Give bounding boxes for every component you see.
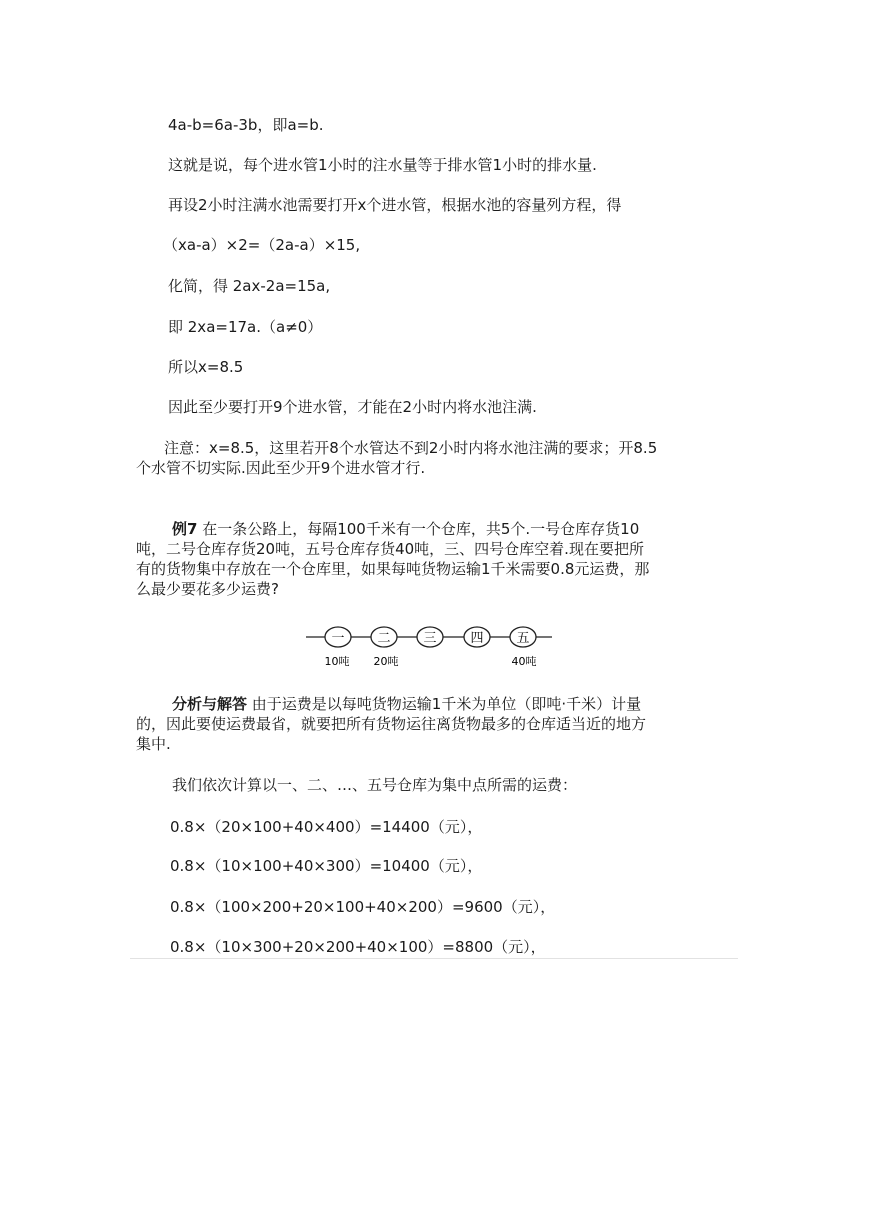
analysis-text: 由于运费是以每吨货物运输1千米为单位（即吨·千米）计量 [247,695,642,713]
warehouse-node [464,627,490,647]
equation-line: 4a-b=6a-3b，即a=b. [168,116,324,134]
note-line: 注意：x=8.5，这里若开8个水管达不到2小时内将水池注满的要求；开8.5 [164,439,658,457]
warehouse-node [371,627,397,647]
note-line: 个水管不切实际.因此至少开9个进水管才行. [136,459,426,477]
example-text: 有的货物集中存放在一个仓库里，如果每吨货物运输1千米需要0.8元运费，那 [136,560,650,578]
text-line: 再设2小时注满水池需要打开x个进水管，根据水池的容量列方程，得 [168,196,622,214]
text-line: 这就是说，每个进水管1小时的注水量等于排水管1小时的排水量. [168,156,597,174]
node-label: 一 [331,631,345,646]
equation-line: （xa-a）×2=（2a-a）×15, [163,236,361,254]
tonnage-label: 10吨 [324,655,350,668]
warehouse-node [510,627,536,647]
calc-intro: 我们依次计算以一、二、…、五号仓库为集中点所需的运费： [172,776,578,794]
warehouse-diagram [300,622,560,672]
node-label: 二 [377,631,391,646]
calc-line: 0.8×（20×100+40×400）=14400（元）， [170,818,483,836]
equation-line: 所以x=8.5 [168,358,244,376]
example-label: 例7 [172,520,198,538]
calc-line: 0.8×（10×300+20×200+40×100）=8800（元）， [170,938,546,956]
node-label: 五 [516,631,530,646]
analysis-text: 集中. [136,735,171,753]
analysis-text: 的，因此要使运费最省，就要把所有货物运往离货物最多的仓库适当近的地方 [136,715,647,733]
note-paragraph [136,438,657,478]
warehouse-node [325,627,351,647]
warehouse-node [417,627,443,647]
tonnage-label: 40吨 [511,655,537,668]
example-text: 吨，二号仓库存货20吨，五号仓库存货40吨，三、四号仓库空着.现在要把所 [136,540,644,558]
page-divider [130,958,738,959]
equation-line: 即 2xa=17a.（a≠0） [168,318,323,336]
calc-line: 0.8×（10×100+40×300）=10400（元）， [170,857,483,875]
node-label: 三 [423,631,437,646]
example-text: 么最少要花多少运费? [136,580,279,598]
example-text: 在一条公路上，每隔100千米有一个仓库，共5个.一号仓库存货10 [197,520,640,538]
analysis-paragraph [136,694,646,754]
tonnage-label: 20吨 [373,655,399,668]
calc-line: 0.8×（100×200+20×100+40×200）=9600（元）， [170,898,556,916]
analysis-label: 分析与解答 [172,695,248,713]
text-line: 因此至少要打开9个进水管，才能在2小时内将水池注满. [168,398,537,416]
node-label: 四 [470,631,484,646]
example-paragraph [136,519,649,599]
equation-line: 化简，得 2ax-2a=15a, [168,277,331,295]
